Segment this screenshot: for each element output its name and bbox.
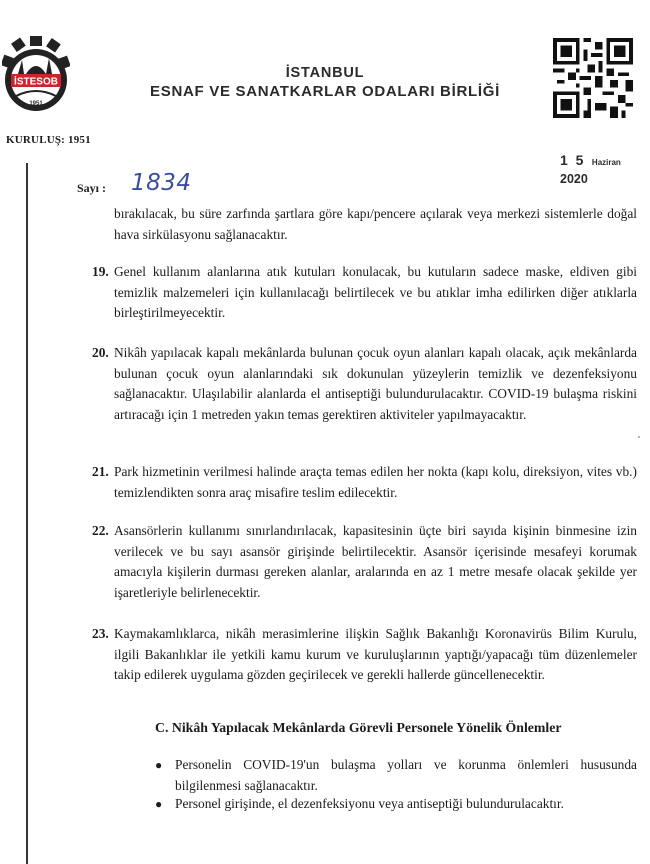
bullet-item: Personelin COVID-19'un bulaşma yolları ve korunma önlemleri hususunda bilgilenmesi sağlanacaktır. xyxy=(175,757,637,793)
org-title-line2: ESNAF VE SANATKARLAR ODALARI BİRLİĞİ xyxy=(150,83,500,100)
item-text: Nikâh yapılacak kapalı mekânlarda bulunan çocuk oyun alanları kapalı olacak, açık mekânlarda bulunan çocuk oyun alanlarındaki sık dokunulan yüzeylerin temizlik ve dezenfeksiyonu sağlanacaktır. Ulaşılabilir alanlarda el antiseptiği bulundurulacaktır. COVID-19 bulaşma riskini artıracağı için 1 metreden yakın temas gerektiren aktiviteler yapılmayacaktır. xyxy=(114,345,637,422)
item-text: Kaymakamlıklarca, nikâh merasimlerine ilişkin Sağlık Bakanlığı Koronavirüs Bilim Kurulu, ilgili Bakanlıklar ile yetkili kamu kurum ve kuruluşlarının yaptığı/yapacağı tüm düzenlemeler takip edilerek uygulama gözden geçirilecek ve gerekli hallerde güncellenecektir. xyxy=(114,626,637,682)
item-number: 19. xyxy=(92,264,109,279)
item-text: Genel kullanım alanlarına atık kutuları konulacak, bu kutuların sadece maske, eldiven gibi temizlik malzemeleri için kullanılacağı belirtilecek ve bu atıklar imha edilirken diğer atıklarla birleştirilmeyecektir. xyxy=(114,264,637,320)
list-item xyxy=(92,624,637,686)
item-number: 20. xyxy=(92,345,109,360)
date-year: 2020 xyxy=(560,172,588,186)
list-item xyxy=(114,204,637,245)
bullet-icon: ● xyxy=(155,758,163,772)
item-text: Park hizmetinin verilmesi halinde araçta temas edilen her nokta (kapı kolu, direksiyon, vites vb.) temizlendikten sonra araç misafire teslim edilecektir. xyxy=(114,464,637,500)
item-number: 21. xyxy=(92,464,109,479)
scan-speck xyxy=(638,436,640,438)
logo-text: İSTESOB xyxy=(14,76,58,88)
sayi-number-handwritten: 1834 xyxy=(131,170,192,196)
logo-year: 1951 xyxy=(29,101,43,107)
list-item xyxy=(92,343,637,425)
item-number: 22. xyxy=(92,523,109,538)
margin-line xyxy=(26,163,28,864)
bullet-item: Personel girişinde, el dezenfeksiyonu veya antiseptiği bulundurulacaktır. xyxy=(175,796,564,811)
sayi-label: Sayı : xyxy=(77,181,107,195)
list-item xyxy=(92,521,637,603)
item-number: 23. xyxy=(92,626,109,641)
date-stamp xyxy=(560,152,650,188)
section-c-heading: C. Nikâh Yapılacak Mekânlarda Görevli Personele Yönelik Önlemler xyxy=(155,720,562,735)
list-item xyxy=(92,262,637,324)
item-text: bırakılacak, bu süre zarfında şartlara göre kapı/pencere açılarak veya merkezi sistemlerle doğal hava sirkülasyonu sağlanacaktır. xyxy=(114,206,637,242)
bullet-icon: ● xyxy=(155,797,163,811)
org-title-line1: İSTANBUL xyxy=(285,65,365,81)
list-item xyxy=(92,462,637,503)
item-text: Asansörlerin kullanımı sınırlandırılacak, kapasitesinin üçte biri sayıda kişinin binmesine izin verilecek ve bu sayı asansör girişinde belirtilecektir. Asansör içerisinde mesafeyi korumak amacıyla kişilerin durması gereken alanlar, aralarında en az 1 metre mesafe olacak şekilde yer işaretleriyle belirlenecektir. xyxy=(114,523,637,600)
date-day: 1 5 xyxy=(560,152,586,168)
istesob-logo xyxy=(2,36,70,128)
founded-label: KURULUŞ: 1951 xyxy=(6,134,91,146)
date-month: Haziran xyxy=(591,158,621,167)
qr-code-icon xyxy=(553,38,633,118)
